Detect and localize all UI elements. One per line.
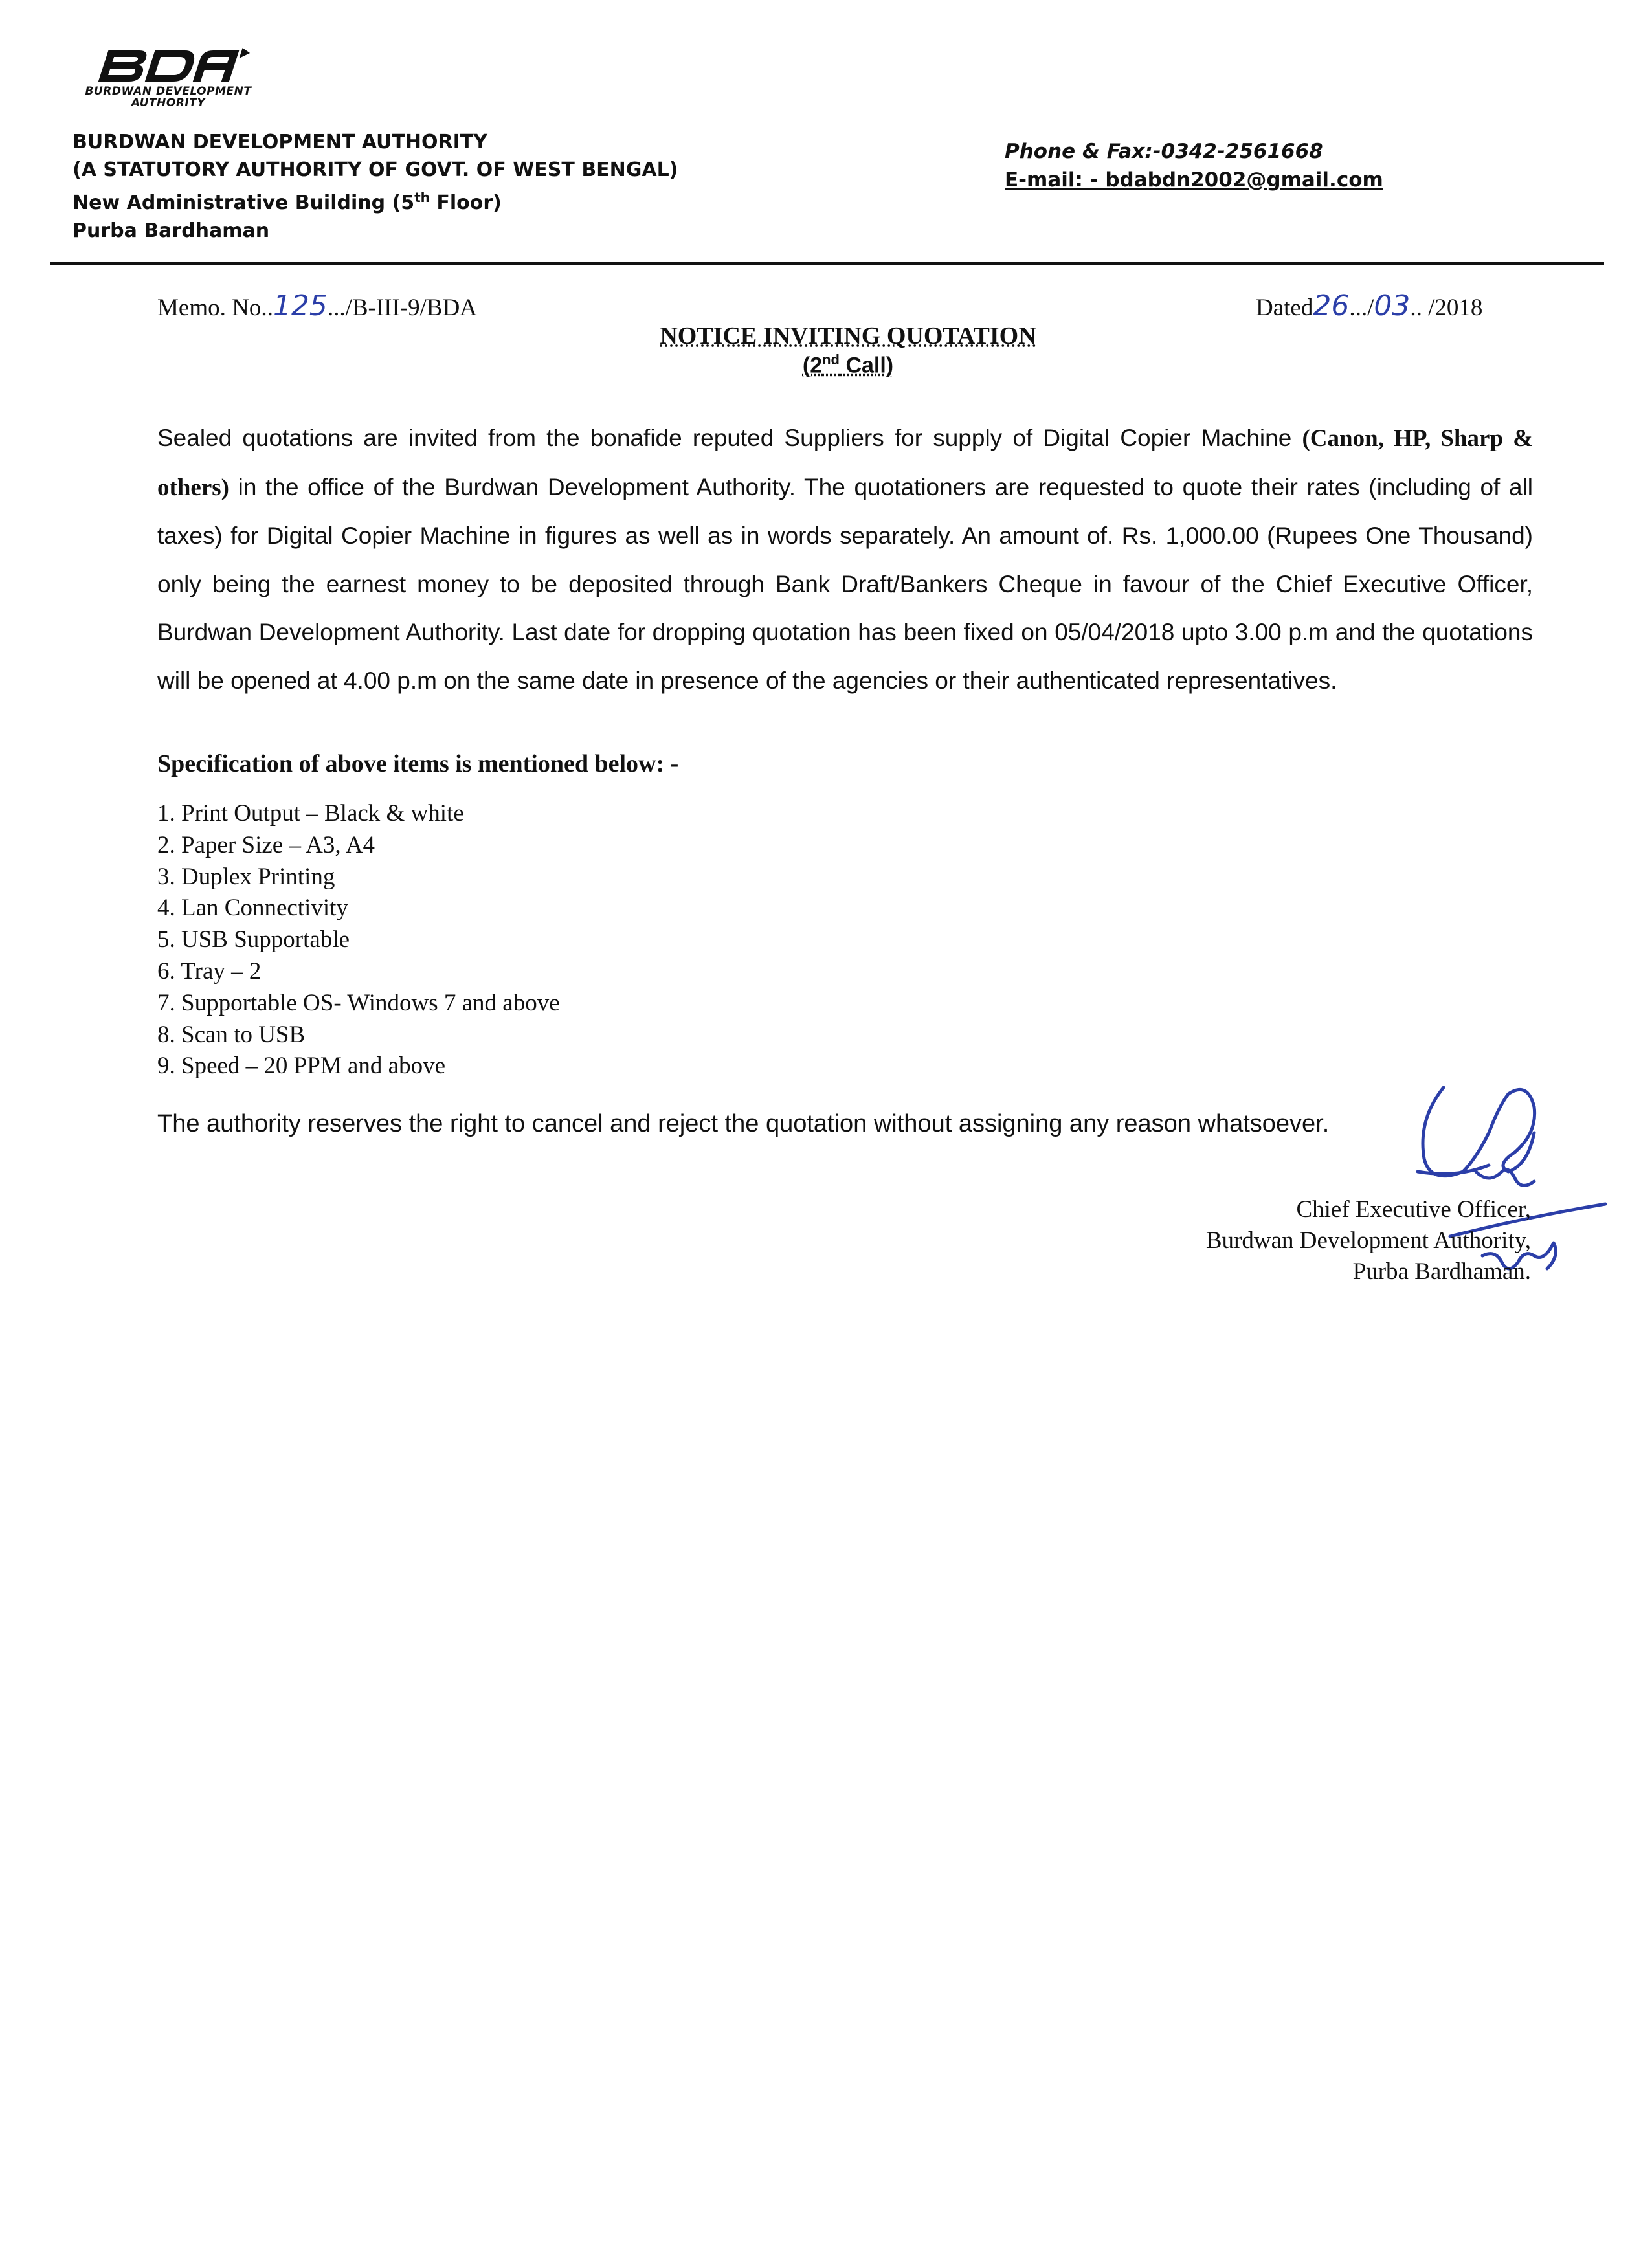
dated-prefix: Dated [1256,295,1313,321]
memo-suffix: /B-III-9/BDA [345,295,478,321]
memo-prefix: Memo. No [157,295,262,321]
dated-day-handwritten: 26 [1313,289,1350,322]
spec-item: 1. Print Output – Black & white [157,800,464,827]
spec-item: 6. Tray – 2 [157,957,262,985]
spec-item: 3. Duplex Printing [157,863,335,890]
spec-list [157,798,560,1082]
spec-heading: Specification of above items is mentioned below: - [157,750,679,777]
bda-logo-mark [71,45,265,85]
logo-caption-line1: BURDWAN DEVELOPMENT [85,85,252,98]
dated-year: /2018 [1428,295,1483,321]
date-line: Dated26.../03.. /2018 [1256,289,1483,322]
address-line2: Purba Bardhaman [73,219,270,242]
signatory-block [1100,1194,1531,1288]
call-pre: (2 [802,353,823,378]
closing-statement: The authority reserves the right to cancel and reject the quotation without assigning any reason whatsoever. [157,1110,1330,1137]
dated-month-handwritten: 03 [1374,289,1411,322]
org-address-block [73,128,678,245]
org-name: BURDWAN DEVELOPMENT AUTHORITY [73,131,487,153]
logo-caption-line2: AUTHORITY [131,96,206,109]
spec-item: 4. Lan Connectivity [157,895,348,922]
contact-block [1005,137,1383,194]
header-divider [50,262,1604,265]
body-text-part2: in the office of the Burdwan Development Authority. The quotationers are requested to quote their rates (including of all taxes) for Digital Copier Machine in figures as well as in words separately. An amount of. Rs. 1,000.00 (Rupees One Thousand) only being the earnest money to be deposited through Bank Draft/Bankers Cheque in favour of the Chief Executive Officer, Burdwan Development Authority. Last date for dropping quotation has been fixed on 05/04/2018 upto 3.00 p.m and the quotations will be opened at 4.00 p.m on the same date in presence of the agencies or their authenticated representatives. [157,473,1533,694]
address-line1-text: New Administrative Building (5 [73,192,415,214]
address-line1 [73,184,678,217]
call-post: Call) [840,353,894,378]
spec-item: 8. Scan to USB [157,1021,306,1048]
body-brands: (Canon, HP, Sharp & others) [157,425,1533,501]
signatory-org: Burdwan Development Authority, [1205,1227,1531,1254]
email-address[interactable]: E-mail: - bdabdn2002@gmail.com [1005,168,1383,192]
logo [71,45,265,117]
body-text-part1: Sealed quotations are invited from the bonafide reputed Suppliers for supply of Digital Copier Machine [157,425,1302,451]
spec-item: 7. Supportable OS- Windows 7 and above [157,989,560,1016]
spec-item: 2. Paper Size – A3, A4 [157,831,375,858]
notice-title: NOTICE INVITING QUOTATION [660,322,1036,350]
memo-handwritten-number: 125 [273,289,328,322]
notice-body [157,414,1533,706]
signatory-place: Purba Bardhaman. [1352,1258,1531,1285]
address-line1-sup: th [414,190,430,205]
spec-item: 5. USB Supportable [157,926,350,953]
memo-number: Memo. No..125.../B-III-9/BDA [157,289,478,322]
org-status: (A STATUTORY AUTHORITY OF GOVT. OF WEST BENGAL) [73,159,678,181]
spec-item: 9. Speed – 20 PPM and above [157,1053,445,1080]
logo-caption [78,85,259,109]
notice-call [0,351,1652,378]
address-line1-end: Floor) [429,192,502,214]
call-sup: nd [822,351,840,368]
signatory-title: Chief Executive Officer, [1296,1196,1531,1223]
phone-fax: Phone & Fax:-0342-2561668 [1005,140,1323,163]
